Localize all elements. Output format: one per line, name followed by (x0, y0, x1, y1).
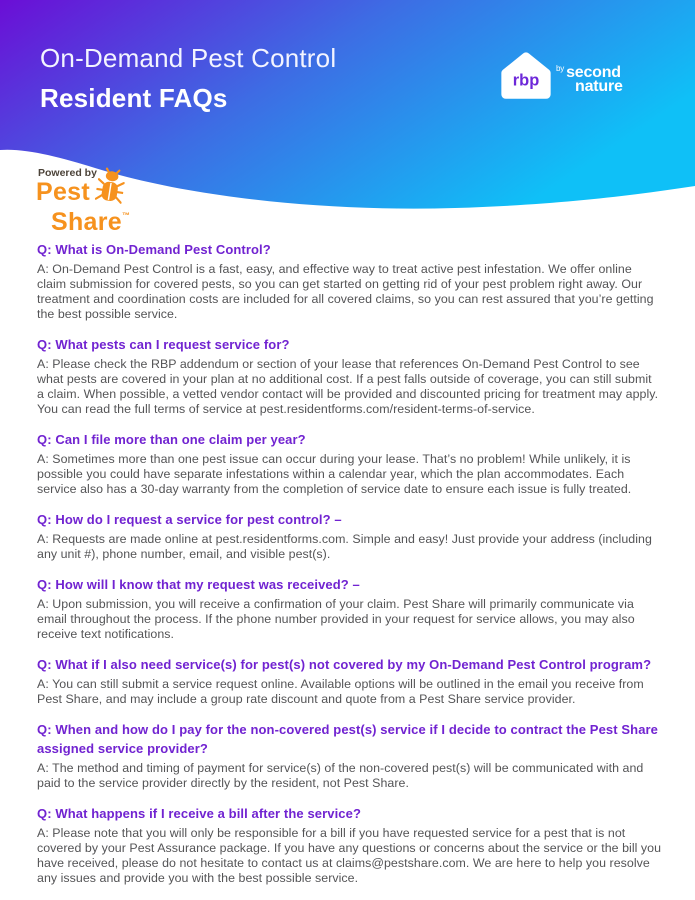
faq-item (37, 720, 662, 791)
bug-icon (94, 166, 126, 207)
second-nature-word1: second (566, 64, 621, 81)
faq-question: Q: What is On-Demand Pest Control? (37, 242, 271, 257)
faq-question: Q: What if I also need service(s) for pest(s) not covered by my On-Demand Pest Control program? (37, 657, 652, 672)
pest-word: Pest (36, 178, 91, 206)
page-title-line2: Resident FAQs (40, 82, 228, 113)
by-label: by (556, 64, 565, 73)
faq-item (37, 335, 662, 417)
faq-item (37, 510, 662, 562)
pest-share-logo (36, 167, 131, 236)
second-nature-logo (556, 61, 623, 94)
faq-question: Q: Can I file more than one claim per year? (37, 432, 306, 447)
share-word: Share™ (51, 208, 131, 236)
faq-answer: A: Upon submission, you will receive a confirmation of your claim. Pest Share will primarily communicate via email throughout the process. If the phone number provided in your request for service allows, you may also receive text notifications. (37, 597, 635, 641)
faq-item (37, 655, 662, 707)
faq-answer: A: You can still submit a service request online. Available options will be outlined in the email you receive from Pest Share, and may include a group rate discount and quote from a Pest Share service provider. (37, 677, 644, 706)
faq-item (37, 804, 662, 886)
faq-answer: A: The method and timing of payment for service(s) of the non-covered pest(s) will be communicated with and paid to the service provider directly by the resident, not Pest Share. (37, 761, 644, 790)
rbp-logo-text: rbp (512, 71, 540, 90)
faq-item (37, 240, 662, 322)
faq-answer: A: Sometimes more than one pest issue can occur during your lease. That’s no problem! While unlikely, it is possible you could have separate infestations within a calendar year, which the plan accommodates. Each service also has a 30-day warranty from the completion of service date to ensure each issue is fully treated. (37, 452, 632, 496)
faq-item (37, 430, 662, 497)
faq-question: Q: How do I request a service for pest control? – (37, 512, 342, 527)
faq-answer: A: On-Demand Pest Control is a fast, easy, and effective way to treat active pest infestation. We offer online claim submission for covered pests, so you can get started on getting rid of your pest problem right away. Our treatment and coordination costs are included for all covered claims, so you can rest assured that you’re getting the best possible service. (37, 262, 654, 321)
faq-item (37, 575, 662, 642)
faq-question: Q: What pests can I request service for? (37, 337, 290, 352)
page-title (40, 42, 336, 114)
rbp-logo (497, 49, 555, 107)
trademark-symbol: ™ (121, 211, 131, 220)
faq-list (0, 240, 695, 899)
faq-question: Q: What happens if I receive a bill after the service? (37, 806, 362, 821)
faq-question: Q: How will I know that my request was received? – (37, 577, 360, 592)
faq-answer: A: Please note that you will only be responsible for a bill if you have requested service for a pest that is not covered by your Pest Assurance package. If you have any questions or concerns about the service or the bill you have received, please do not hesitate to contact us at claims@pestshare.com. We are here to help you resolve any issues and provide you with the best possible service. (37, 826, 662, 885)
faq-answer: A: Requests are made online at pest.residentforms.com. Simple and easy! Just provide your address (including any unit #), phone number, email, and visible pest(s). (37, 532, 652, 561)
page-title-line1: On-Demand Pest Control (40, 43, 337, 73)
faq-question: Q: When and how do I pay for the non-covered pest(s) service if I decide to contract the Pest Share assigned service provider? (37, 722, 659, 756)
powered-by-label: Powered by (38, 167, 97, 179)
faq-answer: A: Please check the RBP addendum or section of your lease that references On-Demand Pest Control to see what pests are covered in your plan at no additional cost. If a pest falls outside of coverage, you can still submit a claim. When possible, a vetted vendor contact will be provided and discounted pricing for treatment may apply. You can read the full terms of service at pest.residentforms.com/resident-terms-of-service. (37, 357, 659, 416)
second-nature-word2: nature (575, 78, 623, 95)
